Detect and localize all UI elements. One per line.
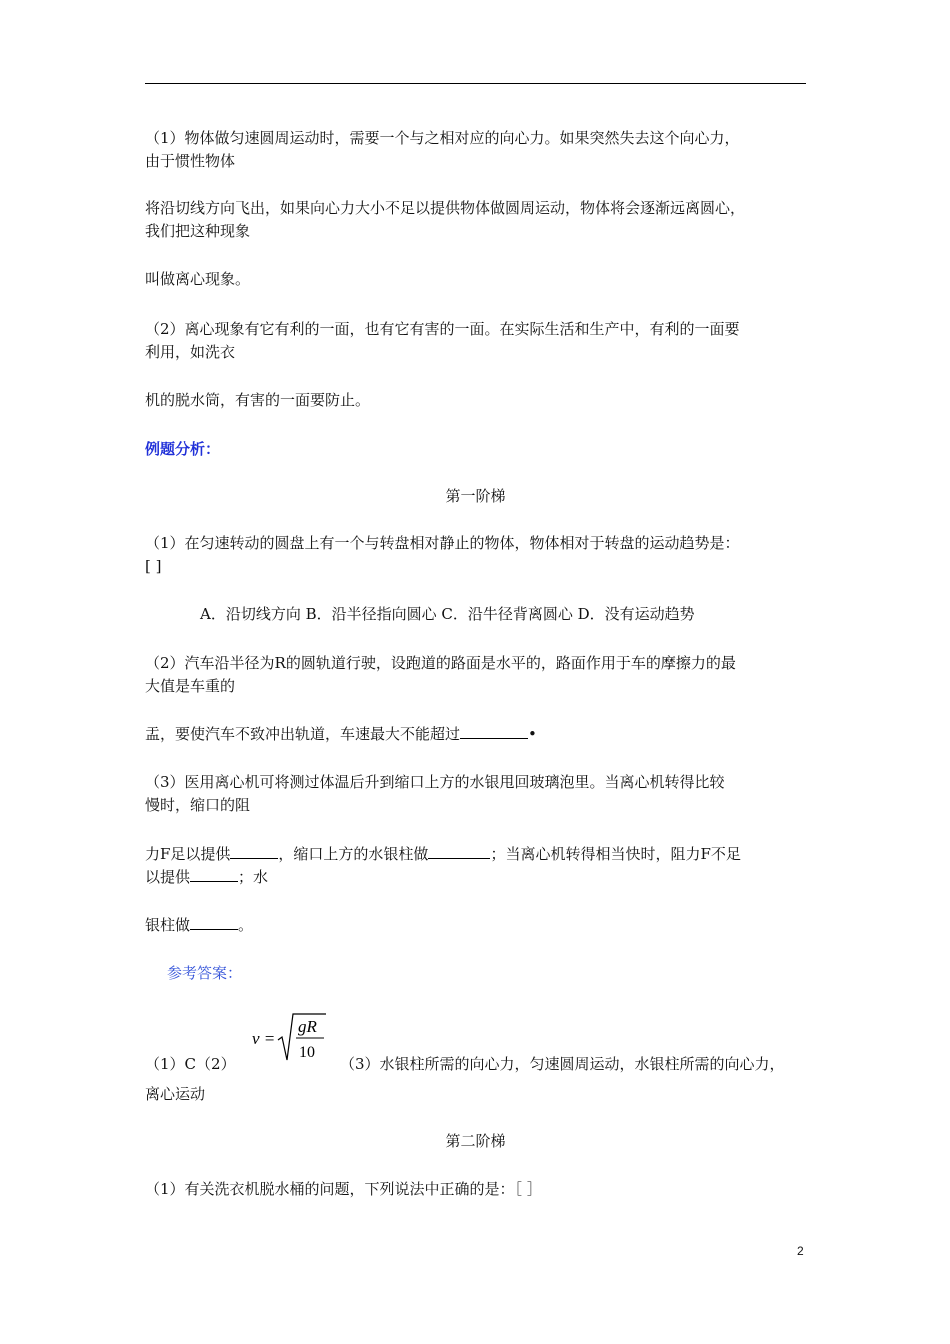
q3-text-3: ；当离心机转得相当快时，阻力F不足 [490,845,741,863]
header-rule [145,83,806,84]
q3-line1: （3）医用离心机可将测过体温后升到缩口上方的水银甩回玻璃泡里。当离心机转得比较 [145,773,725,791]
step1-title: 第一阶梯 [445,487,506,505]
page-number: 2 [797,1244,804,1258]
answer-heading: 参考答案： [167,964,243,982]
q3-line4 [145,866,810,888]
answer-line1-right: （3）水银柱所需的向心力，匀速圆周运动，水银柱所需的向心力， [340,1055,785,1073]
answer-blank[interactable] [190,867,238,882]
q3-line3 [145,843,810,865]
q3-text-2: ，缩口上方的水银柱做 [278,845,429,863]
q1-line2: [ ] [145,557,162,575]
formula-lhs: v = [252,1029,276,1048]
section-heading: 例题分析： [145,440,221,458]
formula-denominator: 10 [299,1044,315,1061]
formula-numerator: gR [298,1017,317,1036]
answer-blank[interactable] [230,844,278,859]
answer-line2: 离心运动 [145,1085,206,1103]
q1-options: A．沿切线方向 B．沿半径指向圆心 C．沿牛径背离圆心 D．没有运动趋势 [200,605,695,623]
q1-line1: （1）在匀速转动的圆盘上有一个与转盘相对静止的物体，物体相对于转盘的运动趋势是： [145,534,740,552]
q2-line2: 大值是车重的 [145,677,236,695]
q3-line2: 慢时，缩口的阻 [145,796,251,814]
para1-line3: 将沿切线方向飞出，如果向心力大小不足以提供物体做圆周运动，物体将会逐渐远离圆心， [145,199,746,217]
q3-text-7: 。 [238,916,254,934]
q3-line5 [145,914,810,936]
answer-blank[interactable] [460,724,528,739]
q3-text-4: 以提供 [145,868,191,886]
para1-line2: 由于惯性物体 [145,152,236,170]
s2-q1: （1）有关洗衣机脱水桶的问题，下列说法中正确的是：［ ］ [145,1180,542,1198]
q2-line3-text: 盂，要使汽车不致冲出轨道，车速最大不能超过 [145,725,461,743]
q2-line3-end: • [528,725,537,743]
answer-blank[interactable] [190,915,238,930]
para2-line1: （2）离心现象有它有利的一面，也有它有害的一面。在实际生活和生产中，有利的一面要 [145,320,740,338]
para1-line5: 叫做离心现象。 [145,270,251,288]
q2-line3 [145,723,810,745]
para1-line1: （1）物体做匀速圆周运动时，需要一个与之相对应的向心力。如果突然失去这个向心力， [145,129,740,147]
q3-text-6: 银柱做 [145,916,191,934]
q3-text-1: 力F足以提供 [145,845,231,863]
step2-title: 第二阶梯 [445,1132,506,1150]
para2-line3: 机的脱水筒，有害的一面要防止。 [145,391,371,409]
answer-line1-left: （1）C（2） [145,1055,236,1073]
para2-line2: 利用，如洗衣 [145,343,236,361]
q3-text-5: ；水 [238,868,269,886]
answer-blank[interactable] [428,844,490,859]
para1-line4: 我们把这种现象 [145,222,251,240]
q2-line1: （2）汽车沿半径为R的圆轨道行驶，设跑道的路面是水平的，路面作用于车的摩擦力的最 [145,654,736,672]
